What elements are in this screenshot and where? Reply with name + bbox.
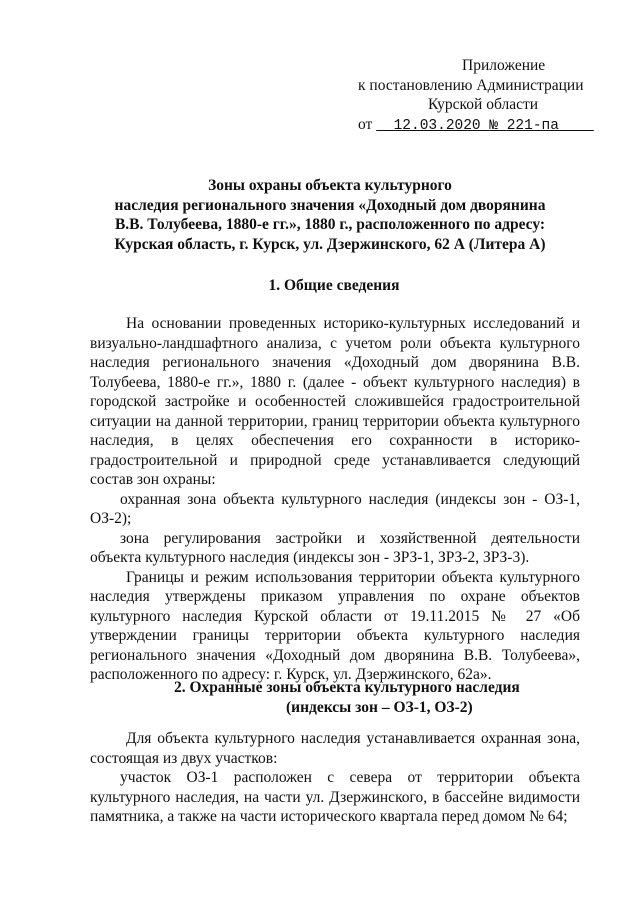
section-2-body xyxy=(90,729,580,827)
appendix-resolution: к постановлению Администрации xyxy=(358,76,584,94)
title-line-1: Зоны охраны объекта культурного xyxy=(208,177,452,194)
appendix-title: Приложение xyxy=(462,57,546,74)
section-1-paragraph-2: охранная зона объекта культурного наследия (индексы зон - ОЗ-1, ОЗ-2); xyxy=(90,490,580,527)
title-line-4: Курская область, г. Курск, ул. Дзержинского, 62 А (Литера А) xyxy=(114,235,546,253)
title-line-3: В.В. Толубеева, 1880-е гг.», 1880 г., расположенного по адресу: xyxy=(114,216,546,233)
section-1-body xyxy=(90,314,580,685)
document-title xyxy=(100,176,560,254)
appendix-block xyxy=(340,56,600,136)
section-1-paragraph-4: Границы и режим использования территории объекта культурного наследия утверждены приказом управления по охране объектов культурного наследия Курской области от 19.11.2015 № 27 «Об утверждении границы территории объекта культурного наследия регионального значения «Доходный дом дворянина В.В. Толубеева», расположенного по адресу: г. Курск, ул. Дзержинского, 62а». xyxy=(90,568,580,683)
title-line-2: наследия регионального значения «Доходный дом дворянина xyxy=(114,196,546,214)
number-field: № 221-па xyxy=(489,117,559,134)
section-1-paragraph-3: зона регулирования застройки и хозяйственной деятельности объекта культурного наследия (индексы зон - ЗРЗ-1, ЗРЗ-2, ЗРЗ-3). xyxy=(90,529,580,566)
section-1-heading: 1. Общие сведения xyxy=(268,277,400,294)
section-2-subheading: (индексы зон – ОЗ-1, ОЗ-2) xyxy=(286,699,473,716)
appendix-region: Курской области xyxy=(428,96,539,113)
date-value: 12.03.2020 xyxy=(393,117,481,134)
appendix-date-line xyxy=(340,115,600,137)
section-2-paragraph-1: Для объекта культурного наследия устанавливается охранная зона, состоящая из двух участков: xyxy=(90,730,580,767)
date-prefix: от xyxy=(358,115,373,133)
section-2-heading: 2. Охранные зоны объекта культурного наследия xyxy=(174,679,520,696)
section-2-paragraph-2: участок ОЗ-1 расположен с севера от территории объекта культурного наследия, на части ул. Дзержинского, в бассейне видимости памятника, а также на части исторического квартала перед домом № 64; xyxy=(90,769,580,825)
section-1-paragraph-1: На основании проведенных историко-культурных исследований и визуально-ландшафтного анализа, с учетом роли объекта культурного наследия регионального значения «Доходный дом дворянина В.В. Толубеева, 1880-е гг.», 1880 г. (далее - объект культурного наследия) в городской застройке и особенностей сложившейся градостроительной ситуации на данной территории, границ территории объекта культурного наследия, в целях обеспечения его сохранности в историко-градостроительной и природной среде устанавливается следующий состав зон охраны: xyxy=(90,315,580,488)
